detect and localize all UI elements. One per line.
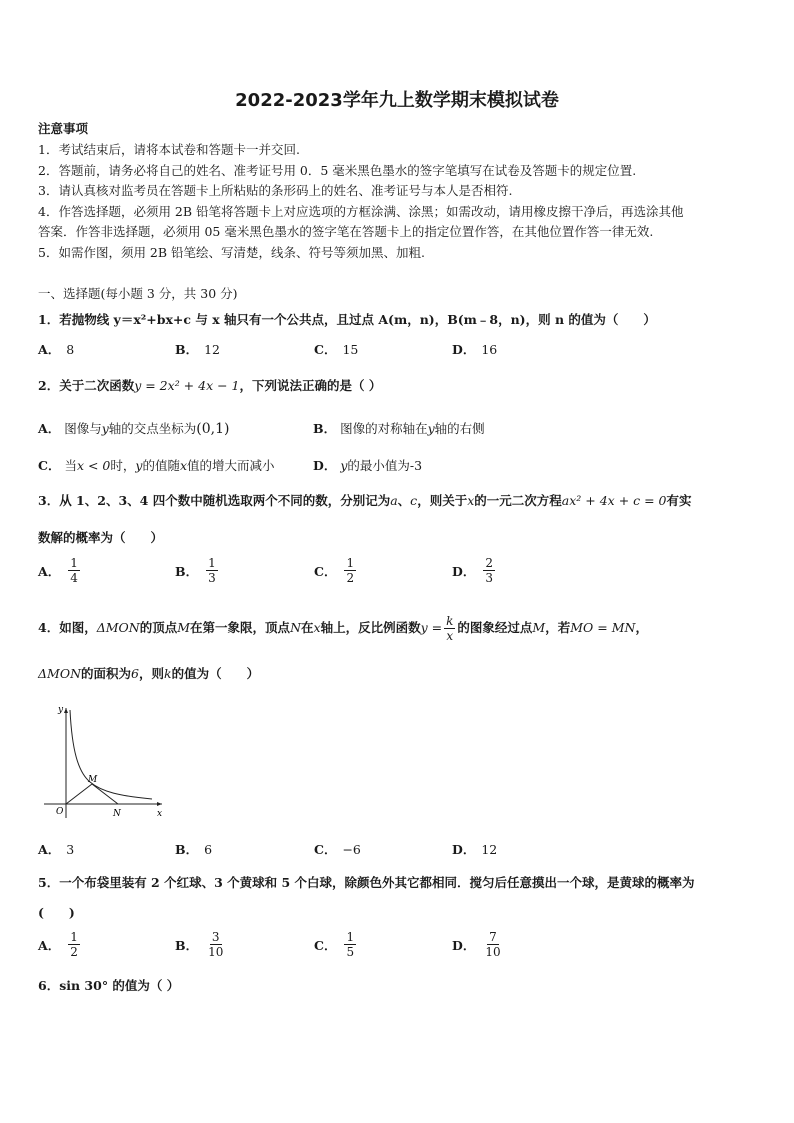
question-2-option-c[interactable]: C． 当x < 0时，y的值随x值的增大而减小 <box>38 458 275 473</box>
notice-item-4-cont: 答案．作答非选择题，必须用 05 毫米黑色墨水的签字笔在答题卡上的指定位置作答，在其他位置作答一律无效. <box>38 224 654 239</box>
page-title: 2022-2023学年九上数学期末模拟试卷 <box>235 90 559 111</box>
origin-label: O <box>56 807 64 817</box>
question-2-option-b[interactable]: B． 图像的对称轴在y轴的右侧 <box>313 421 485 436</box>
question-5-text: 5．一个布袋里装有 2 个红球、3 个黄球和 5 个白球，除颜色外其它都相同．搅匀后任意摸出一个球，是黄球的概率为 <box>38 875 695 890</box>
option-b[interactable]: B． $\frac{3}{10}$ <box>175 930 224 959</box>
notice-item-1: 1．考试结束后，请将本试卷和答题卡一并交回. <box>38 142 300 157</box>
question-1-text: 1．若抛物线 y＝x²+bx+c 与 x 轴只有一个公共点，且过点 A(m，n)，B(m﹣8，n)，则 n 的值为（ ） <box>38 312 656 327</box>
y-label: y <box>58 705 64 715</box>
option-d[interactable]: D． 12 <box>452 841 498 857</box>
notice-item-5: 5．如需作图，须用 2B 铅笔绘、写清楚，线条、符号等须加黑、加粗. <box>38 245 426 260</box>
option-d[interactable]: D． 16 <box>452 341 498 357</box>
question-4-figure <box>40 700 170 822</box>
triangle-mon <box>66 784 118 804</box>
point-n-label: N <box>113 809 121 819</box>
option-a[interactable]: A． 8 <box>38 341 75 357</box>
option-d[interactable]: D． $\frac{7}{10}$ <box>452 930 501 959</box>
question-4-text: 4．如图， ΔMON 的顶点 M 在第一象限，顶点 N 在 x 轴上，反比例函数 y = $\frac{k}{x}$ 的图象经过点 M ，若 MO = MN ， <box>38 613 648 643</box>
option-c[interactable]: C． $\frac{1}{2}$ <box>314 556 355 585</box>
option-b[interactable]: B． 12 <box>175 341 220 357</box>
option-d[interactable]: D． $\frac{2}{3}$ <box>452 556 493 585</box>
question-2-option-a[interactable]: A． 图像与y轴的交点坐标为(0,1) <box>38 421 230 437</box>
option-a[interactable]: A． 3 <box>38 841 75 857</box>
question-5-text-cont: ( ) <box>38 905 75 920</box>
q2-formula: y = 2x² + 4x − 1 <box>134 378 240 393</box>
notice-item-4: 4．作答选择题，必须用 2B 铅笔将答题卡上对应选项的方框涂满、涂黑；如需改动，请用橡皮擦干净后，再选涂其他 <box>38 204 684 219</box>
notice-heading: 注意事项 <box>38 121 89 136</box>
question-2-option-d[interactable]: D． y的最小值为-3 <box>313 458 423 473</box>
option-b[interactable]: B． 6 <box>175 841 213 857</box>
question-2-text: 2．关于二次函数y = 2x² + 4x − 1，下列说法正确的是（ ） <box>38 378 382 393</box>
question-6-text: 6．sin 30° 的值为（ ） <box>38 978 180 993</box>
notice-item-3: 3．请认真核对监考员在答题卡上所粘贴的条形码上的姓名、准考证号与本人是否相符. <box>38 183 513 198</box>
notice-item-2: 2．答题前，请务必将自己的姓名、准考证号用 0．5 毫米黑色墨水的签字笔填写在试卷及答题卡的规定位置. <box>38 163 637 178</box>
option-c[interactable]: C． −6 <box>314 841 361 857</box>
question-3-text-cont: 数解的概率为（ ） <box>38 530 164 545</box>
option-c[interactable]: C． $\frac{1}{5}$ <box>314 930 355 959</box>
option-a[interactable]: A． $\frac{1}{4}$ <box>38 556 78 585</box>
option-b[interactable]: B． $\frac{1}{3}$ <box>175 556 216 585</box>
q4-function-fraction: $\frac{k}{x}$ <box>446 613 454 643</box>
x-label: x <box>157 809 163 819</box>
question-4-text-cont: ΔMON的面积为6，则k的值为（ ） <box>38 666 260 681</box>
y-axis-arrow <box>64 708 68 713</box>
point-m-label: M <box>88 775 98 785</box>
x-axis-arrow <box>157 802 162 806</box>
hyperbola-curve <box>70 710 152 799</box>
option-a[interactable]: A． $\frac{1}{2}$ <box>38 930 78 959</box>
option-c[interactable]: C． 15 <box>314 341 359 357</box>
section-heading: 一、选择题(每小题 3 分，共 30 分) <box>38 286 238 301</box>
question-3-text: 3．从 1、2、3、4 四个数中随机选取两个不同的数，分别记为a、c，则关于x的一元二次方程ax² + 4x + c = 0有实 <box>38 493 692 508</box>
q3-equation: ax² + 4x + c = 0 <box>561 493 667 508</box>
